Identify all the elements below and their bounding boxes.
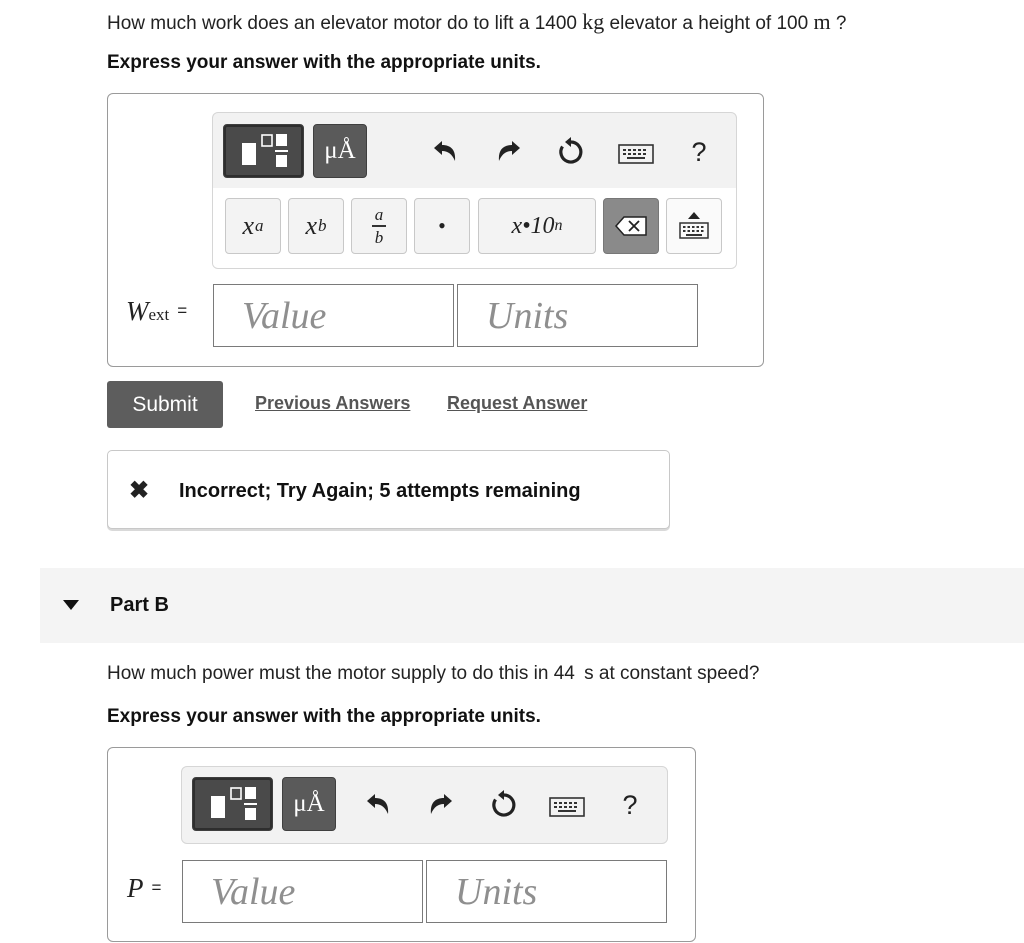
part-b-reset-button[interactable] (486, 787, 522, 823)
fraction-bar (372, 225, 386, 227)
previous-answers-link[interactable]: Previous Answers (255, 393, 411, 413)
templates-icon (238, 131, 290, 171)
fraction-key[interactable]: a b (351, 198, 407, 254)
undo-button[interactable] (427, 136, 463, 168)
subscript-key[interactable]: x b (288, 198, 344, 254)
scientific-notation-key[interactable]: x•10 n (478, 198, 596, 254)
superscript-key[interactable]: x a (225, 198, 281, 254)
keyboard-icon (549, 796, 585, 818)
keyboard-up-icon (679, 211, 709, 241)
templates-button[interactable] (223, 124, 304, 178)
part-a-question: How much work does an elevator motor do to lift a 1400 kg elevator a height of 100 m ? (107, 9, 847, 34)
part-a-units-input[interactable]: Units (457, 284, 698, 347)
reset-button[interactable] (553, 134, 589, 170)
dot-key[interactable]: • (414, 198, 470, 254)
request-answer-link[interactable]: Request Answer (447, 393, 588, 413)
part-a-value-input[interactable]: Value (213, 284, 454, 347)
redo-icon (427, 792, 455, 818)
redo-icon (495, 139, 523, 165)
part-b-keyboard-button[interactable] (547, 792, 587, 822)
incorrect-icon: ✖ (129, 477, 150, 504)
part-b-redo-button[interactable] (423, 789, 459, 821)
backspace-key[interactable] (603, 198, 659, 254)
part-b-header[interactable] (40, 568, 1024, 643)
redo-button[interactable] (491, 136, 527, 168)
part-b-templates-button[interactable] (192, 777, 273, 831)
part-b-value-input[interactable]: Value (182, 860, 423, 923)
part-b-units-button[interactable]: μÅ (282, 777, 336, 831)
part-b-variable-label: P = (127, 873, 162, 903)
part-b-undo-button[interactable] (360, 789, 396, 821)
part-b-instruction: Express your answer with the appropriate units. (107, 706, 541, 727)
part-b-title: Part B (110, 594, 169, 616)
undo-icon (364, 792, 392, 818)
keyboard-toggle-key[interactable] (666, 198, 722, 254)
part-b-help-button[interactable]: ? (622, 789, 638, 820)
reset-icon (556, 137, 586, 167)
templates-icon (207, 784, 259, 824)
feedback-message: Incorrect; Try Again; 5 attempts remaining (179, 480, 581, 502)
keyboard-icon (618, 143, 654, 165)
part-a-instruction: Express your answer with the appropriate units. (107, 52, 541, 73)
reset-icon (489, 790, 519, 820)
part-b-question: How much power must the motor supply to do this in 44 s at constant speed? (107, 663, 760, 684)
backspace-icon (614, 215, 648, 237)
submit-button[interactable]: Submit (107, 381, 223, 428)
help-button[interactable]: ? (691, 136, 707, 167)
undo-icon (431, 139, 459, 165)
part-b-units-input[interactable]: Units (426, 860, 667, 923)
units-button[interactable]: μÅ (313, 124, 367, 178)
collapse-caret-icon[interactable] (62, 598, 80, 616)
keyboard-button[interactable] (616, 139, 656, 169)
part-a-variable-label: Wext = (126, 296, 188, 326)
